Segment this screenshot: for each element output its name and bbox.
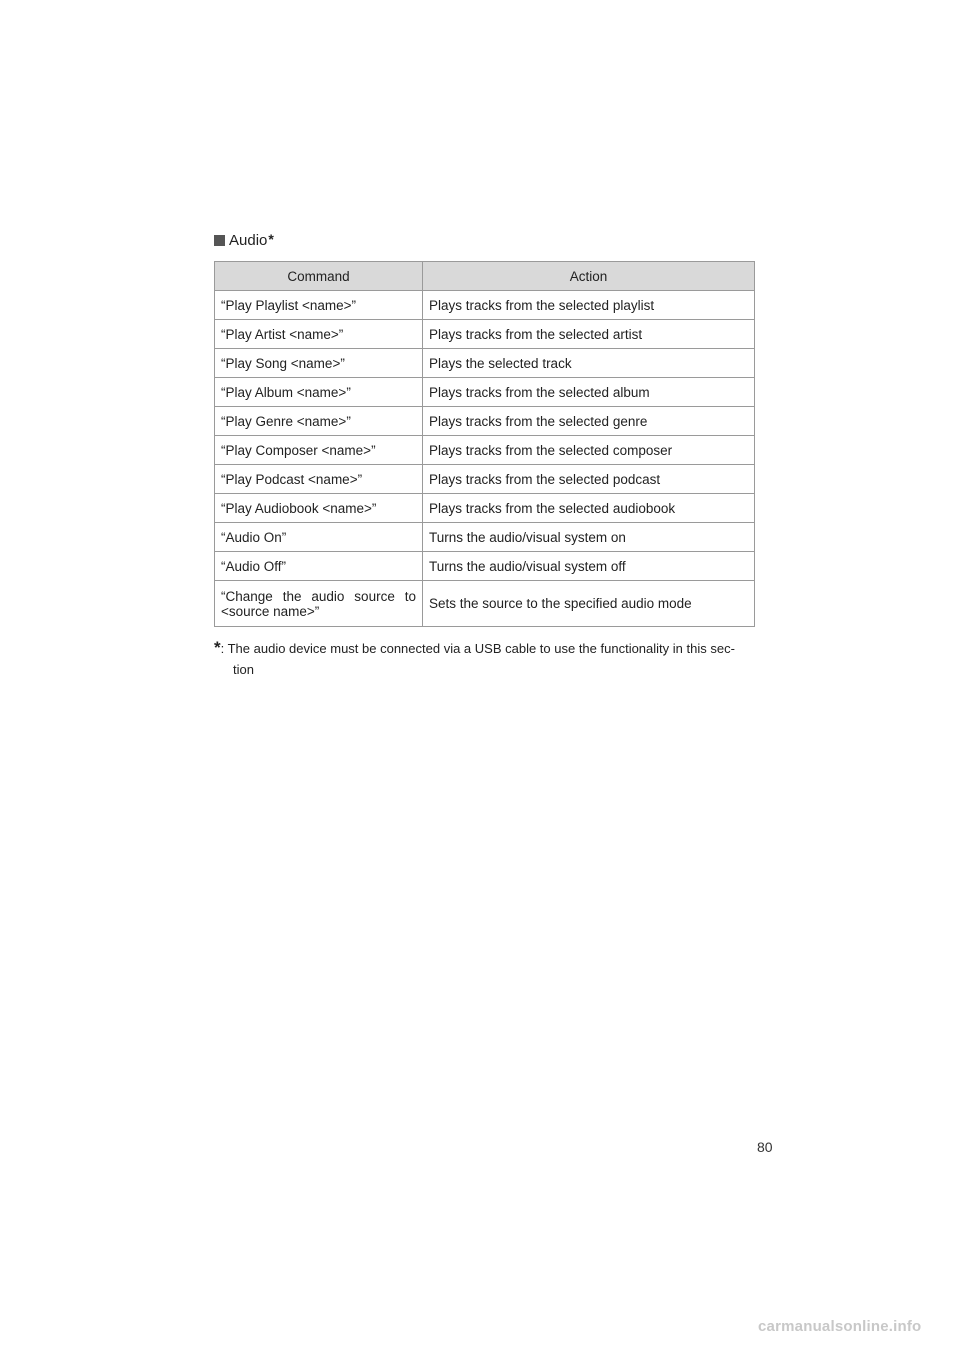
action-cell: Plays tracks from the selected audiobook xyxy=(423,494,755,523)
command-cell: “Play Album <name>” xyxy=(215,378,423,407)
audio-commands-table xyxy=(214,261,755,627)
action-cell: Plays tracks from the selected artist xyxy=(423,320,755,349)
table-row xyxy=(215,436,755,465)
command-cell: “Play Artist <name>” xyxy=(215,320,423,349)
column-header-action: Action xyxy=(423,262,755,291)
table-header-row xyxy=(215,262,755,291)
command-cell: “Audio On” xyxy=(215,523,423,552)
action-cell: Plays the selected track xyxy=(423,349,755,378)
command-cell: “Play Genre <name>” xyxy=(215,407,423,436)
action-cell: Turns the audio/visual system off xyxy=(423,552,755,581)
action-cell: Plays tracks from the selected podcast xyxy=(423,465,755,494)
table-row xyxy=(215,552,755,581)
watermark-logo: carmanualsonline.info xyxy=(758,1318,922,1335)
table-row xyxy=(215,378,755,407)
section-title: Audio xyxy=(229,232,268,249)
table-row xyxy=(215,349,755,378)
footnote xyxy=(214,637,759,680)
column-header-command: Command xyxy=(215,262,423,291)
table-row xyxy=(215,407,755,436)
footnote-marker: * xyxy=(214,638,221,657)
command-cell: “Change the audio source to <source name>” xyxy=(215,581,423,627)
command-cell: “Audio Off” xyxy=(215,552,423,581)
table-row xyxy=(215,320,755,349)
table-row xyxy=(215,581,755,627)
action-cell: Plays tracks from the selected genre xyxy=(423,407,755,436)
table-row xyxy=(215,291,755,320)
command-cell: “Play Composer <name>” xyxy=(215,436,423,465)
section-footnote-marker: * xyxy=(268,230,274,247)
action-cell: Plays tracks from the selected album xyxy=(423,378,755,407)
section-heading xyxy=(214,232,274,249)
footnote-text-line1: : The audio device must be connected via a USB cable to use the functionality in this sec- xyxy=(220,641,735,656)
table-row xyxy=(215,523,755,552)
action-cell: Plays tracks from the selected composer xyxy=(423,436,755,465)
square-bullet-icon xyxy=(214,235,225,246)
action-cell: Turns the audio/visual system on xyxy=(423,523,755,552)
footnote-text-line2: tion xyxy=(233,662,254,677)
command-cell: “Play Podcast <name>” xyxy=(215,465,423,494)
command-cell: “Play Playlist <name>” xyxy=(215,291,423,320)
table-row xyxy=(215,494,755,523)
action-cell: Plays tracks from the selected playlist xyxy=(423,291,755,320)
command-cell: “Play Audiobook <name>” xyxy=(215,494,423,523)
table-row xyxy=(215,465,755,494)
action-cell: Sets the source to the specified audio mode xyxy=(423,581,755,627)
command-cell: “Play Song <name>” xyxy=(215,349,423,378)
page-number: 80 xyxy=(757,1139,773,1155)
